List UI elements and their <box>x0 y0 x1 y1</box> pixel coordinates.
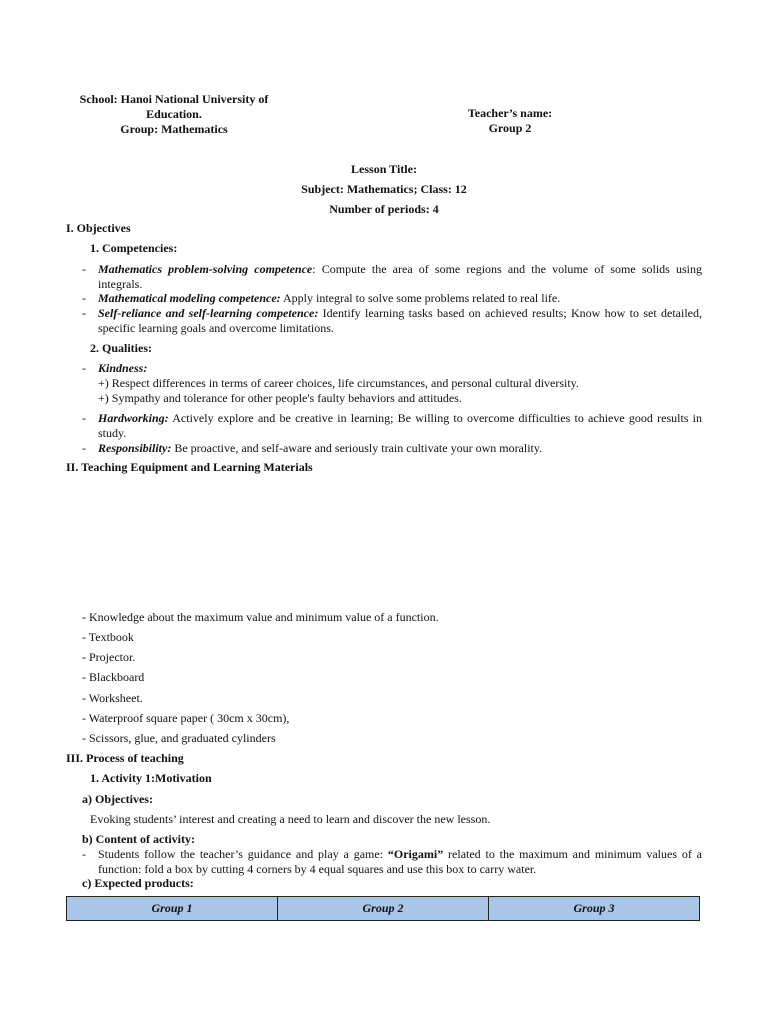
competency-text: Compute the area of some regions and the volume of some solids using integrals. <box>98 262 702 291</box>
school-line2: Education. <box>146 107 202 121</box>
activity-objectives-text: Evoking students’ interest and creating a need to learn and discover the new lesson. <box>90 812 491 826</box>
group-name: Group: Mathematics <box>120 122 228 136</box>
bullet-dash: - <box>82 291 86 305</box>
objectives-heading: I. Objectives <box>66 221 131 235</box>
responsibility-text: Be proactive, and self-aware and seriously train cultivate your own morality. <box>171 441 543 455</box>
groups-table <box>66 896 700 921</box>
teacher-info <box>420 106 600 136</box>
responsibility-label: Responsibility: <box>98 441 172 455</box>
kindness-label: Kindness: <box>98 361 148 375</box>
teacher-group: Group 2 <box>488 121 532 135</box>
equipment-item: - Blackboard <box>82 670 145 684</box>
activity-content-label: b) Content of activity: <box>82 832 195 846</box>
competencies-heading: 1. Competencies: <box>90 241 178 255</box>
competency-item <box>98 306 702 336</box>
equipment-item: - Worksheet. <box>82 691 143 705</box>
kindness-line: +) Sympathy and tolerance for other people's faulty behaviors and attitudes. <box>98 391 462 405</box>
content-text: related to the maximum and minimum values of a function: fold a box by cutting 4 corners by 4 equal squares and use this box to carry water. <box>98 847 702 876</box>
hardworking-text: Actively explore and be creative in learning; Be willing to overcome difficulties to achieve good results in study. <box>98 411 702 440</box>
table-header-cell: Group 2 <box>278 897 489 921</box>
activity-objectives-label: a) Objectives: <box>82 792 153 806</box>
bullet-dash: - <box>82 847 86 861</box>
equipment-item: - Scissors, glue, and graduated cylinders <box>82 731 276 745</box>
table-header-row <box>67 897 700 921</box>
lesson-periods: Number of periods: 4 <box>329 202 439 216</box>
activity1-heading: 1. Activity 1:Motivation <box>90 771 212 785</box>
lesson-subject: Subject: Mathematics; Class: 12 <box>301 182 467 196</box>
qualities-heading: 2. Qualities: <box>90 341 152 355</box>
bullet-dash: - <box>82 411 86 425</box>
table-header-cell: Group 3 <box>489 897 700 921</box>
equipment-item: - Knowledge about the maximum value and minimum value of a function. <box>82 610 439 624</box>
equipment-heading: II. Teaching Equipment and Learning Materials <box>66 460 313 474</box>
hardworking-label: Hardworking: <box>98 411 169 425</box>
equipment-item: - Projector. <box>82 650 136 664</box>
bullet-dash: - <box>82 441 86 455</box>
bullet-dash: - <box>82 306 86 320</box>
lesson-title: Lesson Title: <box>351 162 417 176</box>
process-heading: III. Process of teaching <box>66 751 184 765</box>
competency-item <box>98 291 702 306</box>
competency-label: Mathematics problem-solving competence <box>98 262 313 276</box>
content-text: Students follow the teacher’s guidance and play a game: <box>98 847 388 861</box>
origami-game-name: “Origami” <box>387 847 444 861</box>
competency-item <box>98 262 702 292</box>
kindness-line: +) Respect differences in terms of career choices, life circumstances, and personal cultural diversity. <box>98 376 579 390</box>
kindness-item <box>98 361 702 406</box>
equipment-item: - Waterproof square paper ( 30cm x 30cm), <box>82 711 290 725</box>
activity-content-text <box>98 847 702 877</box>
table-header-cell: Group 1 <box>67 897 278 921</box>
responsibility-item <box>98 441 702 456</box>
bullet-dash: - <box>82 262 86 276</box>
competency-label: Self-reliance and self-learning competence: <box>98 306 319 320</box>
school-line1: School: Hanoi National University of <box>79 92 269 106</box>
teacher-label: Teacher’s name: <box>467 106 553 120</box>
competency-text: Apply integral to solve some problems related to real life. <box>280 291 561 305</box>
expected-products-label: c) Expected products: <box>82 876 194 890</box>
competency-label: Mathematical modeling competence: <box>98 291 281 305</box>
school-name <box>66 92 282 137</box>
equipment-item: - Textbook <box>82 630 134 644</box>
competency-sep: : <box>312 262 316 276</box>
competency-text: Identify learning tasks based on achieved results; Know how to set detailed, specific learning goals and overcome limitations. <box>98 306 702 335</box>
bullet-dash: - <box>82 361 86 375</box>
hardworking-item <box>98 411 702 441</box>
